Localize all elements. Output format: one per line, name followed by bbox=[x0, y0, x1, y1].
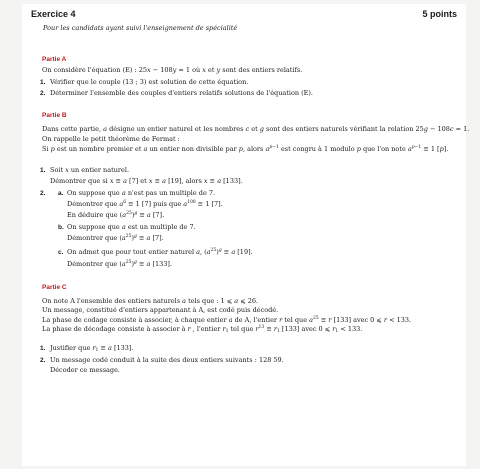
part-b-q2a-line2: Démontrer que $a^6 \equiv 1$ [7] puis que $a^{108} \equiv 1$ [7]. bbox=[67, 200, 223, 208]
part-a-intro: On considère l'équation (E) : 25x − 108y = 1 où x et y sont des entiers relatifs. bbox=[42, 66, 303, 74]
part-b-q1-line1: Soit x un entier naturel. bbox=[50, 166, 130, 174]
specialty-note: Pour les candidats ayant suivi l'enseignement de spécialité bbox=[43, 24, 238, 32]
part-c-line4: La phase de décodage consiste à associer à r , l'entier $r_1$ tel que $r^{13} \equiv r_1$ [133] avec 0 ⩽ $r_1 < 133$. bbox=[42, 325, 363, 334]
part-a-q2-text: Déterminer l'ensemble des couples d'entiers relatifs solutions de l'équation (E). bbox=[50, 89, 313, 97]
part-b-q2a-line3: En déduire que $(a^{25})^g \equiv a$ [7]. bbox=[67, 211, 165, 219]
part-a-q1-text: Vérifier que le couple (13 ; 3) est solution de cette équation. bbox=[50, 78, 249, 86]
exercise-page bbox=[22, 4, 470, 466]
part-b-q2c-letter: c. bbox=[58, 249, 64, 256]
part-a-q2-number: 2. bbox=[40, 90, 46, 97]
part-b-q1-number: 1. bbox=[40, 167, 46, 174]
part-c-q2-decode: Décoder ce message. bbox=[50, 366, 120, 374]
part-b-q2b-line1: On suppose que a est un multiple de 7. bbox=[67, 223, 196, 231]
part-c-q1-number: 1. bbox=[40, 345, 46, 352]
part-b-q2a-letter: a. bbox=[58, 190, 64, 197]
part-c-line3: La phase de codage consiste à associer, à chaque entier a de A, l'entier r tel que $a^{25} \equiv r$ [133] avec 0 ⩽ r < 133. bbox=[42, 316, 412, 324]
part-c-line1: On note A l'ensemble des entiers naturels a tels que : 1 ⩽ a ⩽ 26. bbox=[42, 297, 259, 305]
part-b-q2c-line1: On admet que pour tout entier naturel a, $(a^{25})^g \equiv a$ [19]. bbox=[67, 248, 253, 256]
part-b-q1-line2: Démontrer que si x ≡ a [7] et x ≡ a [19], alors x ≡ a [133]. bbox=[50, 177, 243, 185]
exercise-header bbox=[31, 9, 457, 23]
part-a-q1-number: 1. bbox=[40, 79, 46, 86]
part-b-q2b-letter: b. bbox=[58, 224, 64, 231]
fermat-theorem: Si p est un nombre premier et a un entier non divisible par p, alors $a^{p-1}$ est congru à 1 modulo p que l'on note $a^{p-1} \equiv 1$ [p]. bbox=[42, 145, 449, 153]
part-b-heading: Partie B bbox=[42, 112, 67, 119]
part-c-heading: Partie C bbox=[42, 284, 67, 291]
part-b-q2b-line2: Démontrer que $(a^{25})^g \equiv a$ [7]. bbox=[67, 234, 164, 242]
part-c-line2: Un message, constitué d'entiers appartenant à A, est codé puis décodé. bbox=[42, 306, 279, 314]
part-c-q1-text: Justifier que $r_1 \equiv a$ [133]. bbox=[50, 344, 134, 353]
part-a-heading: Partie A bbox=[42, 56, 67, 63]
fermat-recall: On rappelle le petit théorème de Fermat : bbox=[42, 135, 180, 143]
part-c-q2-text: Un message codé conduit à la suite des deux entiers suivants : 128 59. bbox=[50, 356, 284, 364]
points-label: 5 points bbox=[422, 9, 457, 19]
part-b-q2a-line1: On suppose que a n'est pas un multiple de 7. bbox=[67, 189, 216, 197]
part-b-intro: Dans cette partie, a désigne un entier naturel et les nombres c et g sont des entiers naturels vérifiant la relation 25g − 108c = 1. bbox=[42, 125, 470, 133]
part-c-q2-number: 2. bbox=[40, 357, 46, 364]
exercise-title: Exercice 4 bbox=[31, 9, 76, 19]
part-b-q2-number: 2. bbox=[40, 190, 46, 197]
part-b-q2c-line2: Démontrer que $(a^{25})^g \equiv a$ [133]. bbox=[67, 260, 173, 268]
